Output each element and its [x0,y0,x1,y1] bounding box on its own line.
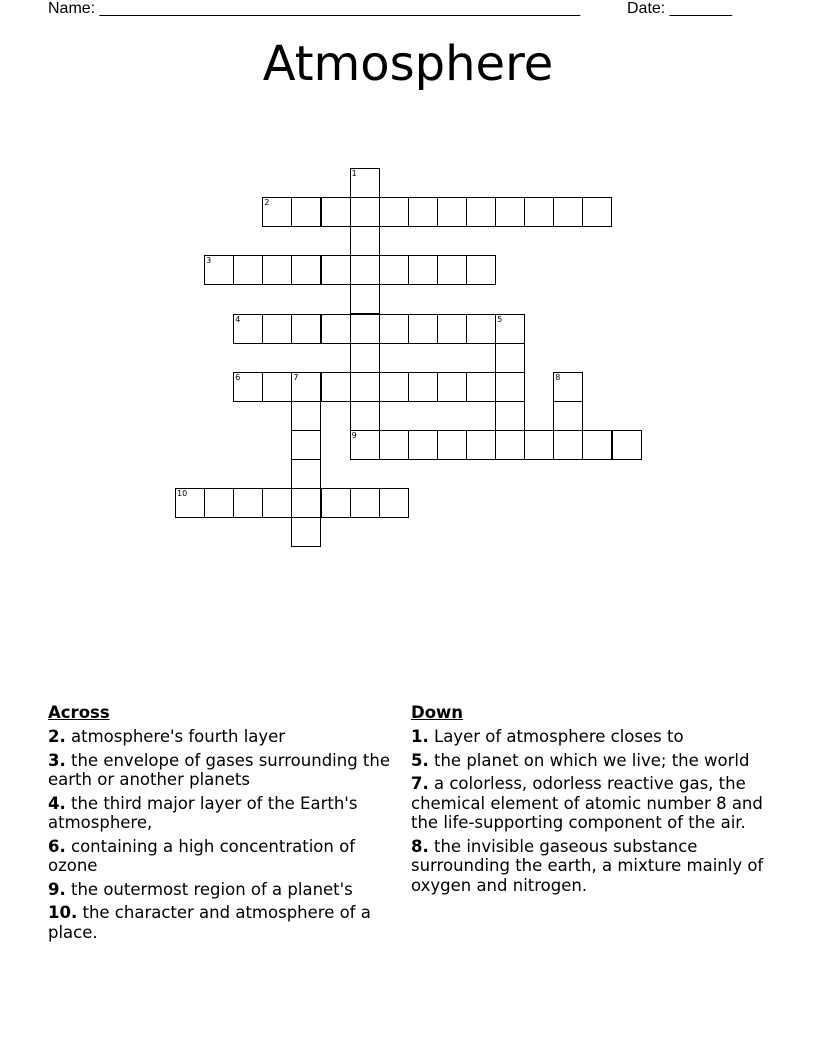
clue-item-number: 6. [48,836,66,856]
grid-cell[interactable] [466,372,496,402]
grid-cell[interactable] [379,488,409,518]
clue-number: 5 [497,314,503,324]
name-field[interactable]: Name: ______________________________________________________ [48,0,581,17]
clue-item [48,837,400,876]
clue-number: 3 [206,256,212,266]
clue-item [48,751,400,790]
grid-cell[interactable] [233,255,263,285]
grid-cell[interactable] [291,255,321,285]
across-heading: Across [48,703,110,722]
clue-item-number: 2. [48,727,66,746]
clue-item [48,903,400,942]
grid-cell[interactable] [350,255,380,285]
page-title: Atmosphere [262,36,554,92]
grid-cell[interactable] [233,314,263,344]
grid-cell[interactable] [408,372,438,402]
clue-item-text: the outermost region of a planet's [65,879,353,899]
clue-number: 2 [264,198,270,208]
date-field[interactable]: Date: _______ [627,0,732,17]
grid-cell[interactable] [524,197,554,227]
grid-cell[interactable] [524,430,554,460]
grid-cell[interactable] [466,197,496,227]
clue-item [48,727,400,747]
grid-cell[interactable] [437,372,467,402]
clue-item-text: the planet on which we live; the world [428,750,750,770]
clue-item [48,880,400,900]
grid-cell[interactable] [437,430,467,460]
clue-item [411,727,783,747]
grid-cell[interactable] [408,430,438,460]
grid-cell[interactable] [379,372,409,402]
grid-cell[interactable] [291,459,321,489]
grid-cell[interactable] [437,314,467,344]
grid-cell[interactable] [262,197,292,227]
grid-cell[interactable] [262,488,292,518]
grid-cell[interactable] [321,197,351,227]
grid-cell[interactable] [204,488,234,518]
grid-cell[interactable] [437,197,467,227]
grid-cell[interactable] [350,372,380,402]
grid-cell[interactable] [495,314,525,344]
grid-cell[interactable] [495,401,525,431]
down-clues [411,703,783,899]
grid-cell[interactable] [233,488,263,518]
clue-number: 7 [293,372,299,382]
grid-cell[interactable] [291,197,321,227]
clue-item [411,837,783,896]
clue-item-text: a colorless, odorless reactive gas, the chemical element of atomic number 8 and the life-supporting component of the air. [411,774,763,832]
grid-cell[interactable] [291,488,321,518]
clue-item-number: 7. [411,774,429,793]
grid-cell[interactable] [350,488,380,518]
grid-cell[interactable] [350,197,380,227]
clue-item [411,751,783,771]
clue-number: 9 [351,430,357,440]
grid-cell[interactable] [408,197,438,227]
grid-cell[interactable] [291,401,321,431]
grid-cell[interactable] [350,343,380,373]
clue-item-text: the character and atmosphere of a place. [48,903,371,942]
down-heading: Down [411,703,464,722]
clue-item-text: atmosphere's fourth layer [65,727,286,746]
grid-cell[interactable] [262,314,292,344]
grid-cell[interactable] [408,255,438,285]
grid-cell[interactable] [408,314,438,344]
clue-number: 4 [235,314,241,324]
grid-cell[interactable] [350,168,380,198]
grid-cell[interactable] [553,430,583,460]
grid-cell[interactable] [495,430,525,460]
clue-item-number: 5. [411,750,429,770]
clue-item-number: 8. [411,836,429,856]
grid-cell[interactable] [437,255,467,285]
clue-number: 1 [351,169,357,178]
clue-number: 8 [555,372,561,382]
grid-cell[interactable] [321,488,351,518]
grid-cell[interactable] [495,372,525,402]
grid-cell[interactable] [291,314,321,344]
clue-item-number: 4. [48,793,66,813]
grid-cell[interactable] [262,372,292,402]
grid-cell[interactable] [553,197,583,227]
clue-item-number: 1. [411,727,429,746]
clue-item-number: 10. [48,903,78,922]
grid-cell[interactable] [495,343,525,373]
grid-cell[interactable] [350,284,380,314]
clue-item-text: Layer of atmosphere closes to [428,727,684,746]
grid-cell[interactable] [350,401,380,431]
clue-item-text: the envelope of gases surrounding the earth or another planets [48,750,391,789]
grid-cell[interactable] [495,197,525,227]
grid-cell[interactable] [262,255,292,285]
clue-item-text: containing a high concentration of ozone [48,836,355,875]
clue-number: 10 [177,489,188,499]
grid-cell[interactable] [582,197,612,227]
grid-cell[interactable] [379,314,409,344]
grid-cell[interactable] [291,517,321,547]
grid-cell[interactable] [291,430,321,460]
grid-cell[interactable] [553,401,583,431]
grid-cell[interactable] [466,314,496,344]
grid-cell[interactable] [291,372,321,402]
grid-cell[interactable] [175,488,205,518]
clue-item-number: 9. [48,879,66,899]
grid-cell[interactable] [321,314,351,344]
grid-cell[interactable] [350,226,380,256]
grid-cell[interactable] [582,430,612,460]
grid-cell[interactable] [379,430,409,460]
grid-cell[interactable] [553,372,583,402]
grid-cell[interactable] [379,255,409,285]
grid-cell[interactable] [204,255,234,285]
clue-item-text: the third major layer of the Earth's atmosphere, [48,793,358,832]
clue-item-text: the invisible gaseous substance surrounding the earth, a mixture mainly of oxygen and nitrogen. [411,836,764,895]
grid-cell[interactable] [466,430,496,460]
grid-cell[interactable] [612,430,642,460]
clue-number: 6 [235,372,241,382]
grid-cell[interactable] [321,372,351,402]
grid-cell[interactable] [350,430,380,460]
grid-cell[interactable] [233,372,263,402]
clue-item [48,794,400,833]
clue-item [411,774,783,833]
grid-cell[interactable] [466,255,496,285]
grid-cell[interactable] [379,197,409,227]
clue-item-number: 3. [48,750,66,770]
across-clues [48,703,400,946]
grid-cell[interactable] [321,255,351,285]
grid-cell[interactable] [350,314,380,344]
